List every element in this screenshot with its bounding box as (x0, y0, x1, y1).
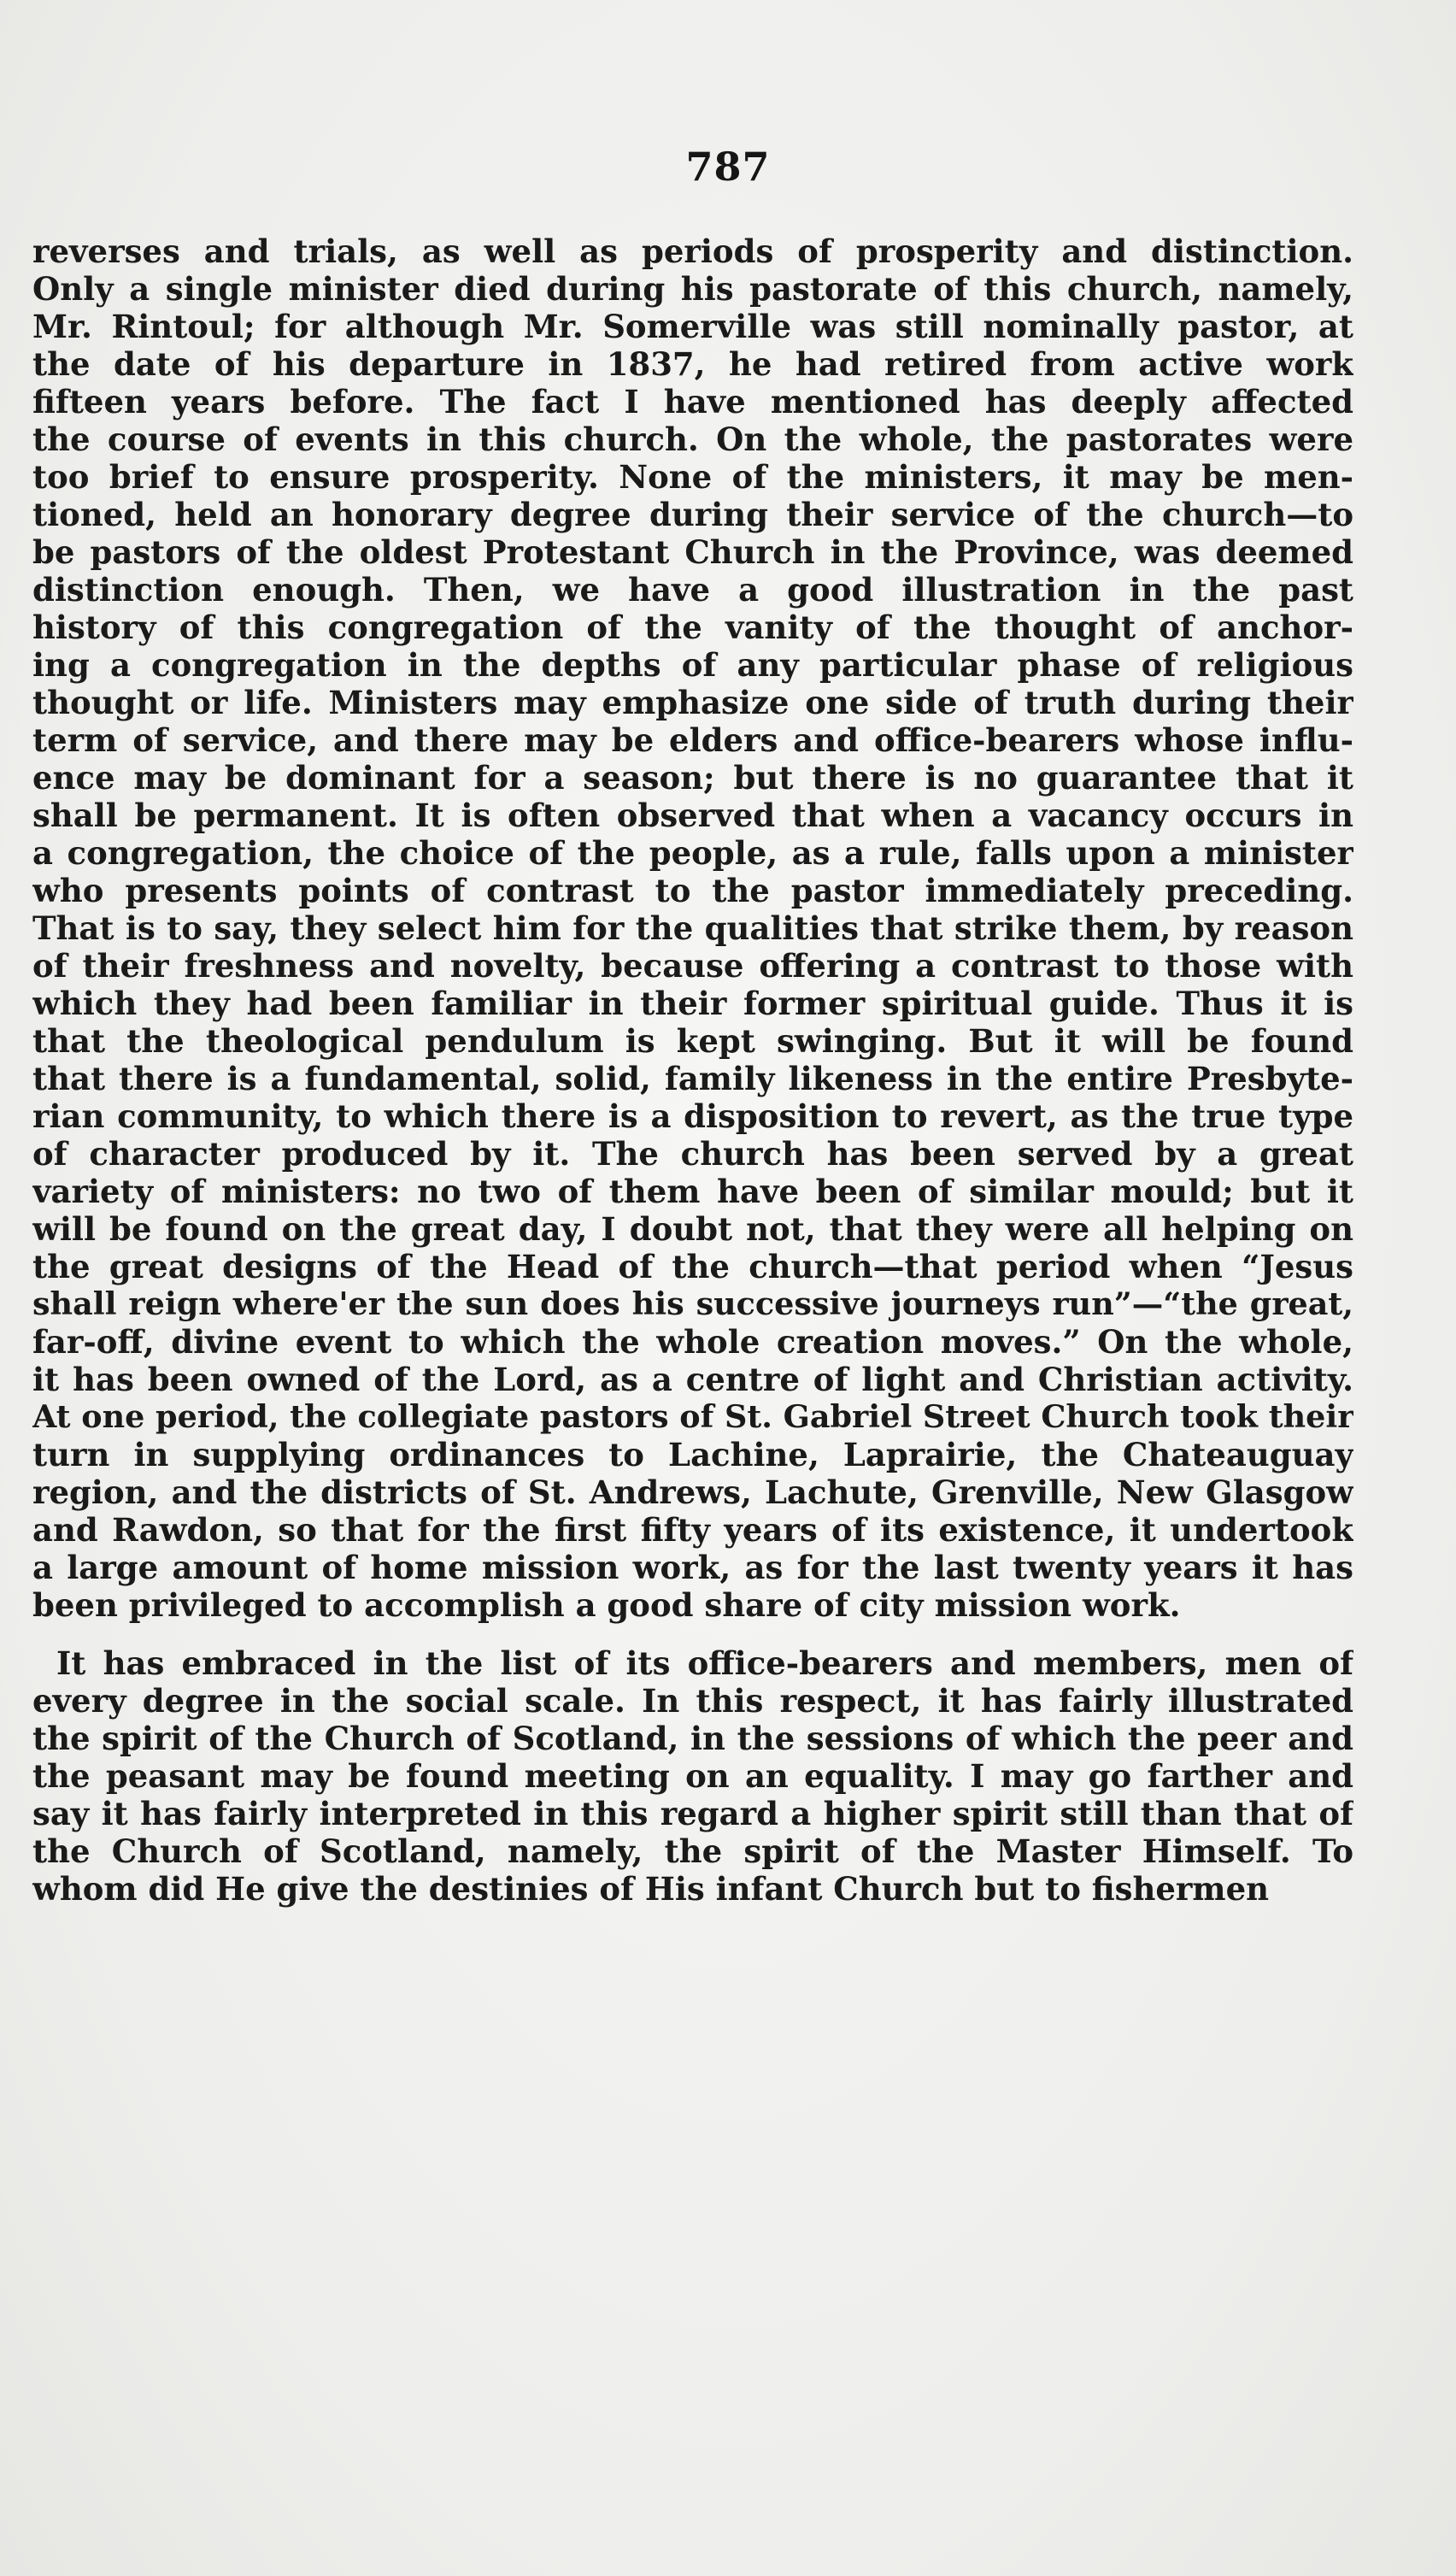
page-number: 787 (685, 144, 771, 190)
text-line: the course of events in this church. On the whole, the pastorates were (32, 421, 1353, 458)
text-line: a congregation, the choice of the people, as a rule, falls upon a minister (32, 834, 1353, 872)
paragraph (32, 1644, 1353, 1908)
text-line: the peasant may be found meeting on an equality. I may go farther and (32, 1757, 1353, 1795)
text-line: the date of his departure in 1837, he had retired from active work (32, 345, 1353, 383)
text-line: and Rawdon, so that for the first fifty years of its existence, it undertook (32, 1511, 1353, 1549)
text-line: will be found on the great day, I doubt not, that they were all helping on (32, 1210, 1353, 1248)
text-line: That is to say, they select him for the qualities that strike them, by reason (32, 909, 1353, 947)
text-line: the great designs of the Head of the church—that period when “Jesus (32, 1248, 1353, 1285)
text-line: region, and the districts of St. Andrews, Lachute, Grenville, New Glasgow (32, 1473, 1353, 1511)
paragraph (32, 232, 1353, 1624)
text-line: the Church of Scotland, namely, the spirit of the Master Himself. To (32, 1832, 1353, 1870)
paragraph-gap (32, 1624, 1353, 1644)
text-line: fifteen years before. The fact I have mentioned has deeply affected (32, 383, 1353, 421)
text-line: which they had been familiar in their former spiritual guide. Thus it is (32, 985, 1353, 1022)
text-line: who presents points of contrast to the pastor immediately preceding. (32, 872, 1353, 909)
text-line: turn in supplying ordinances to Lachine, Laprairie, the Chateauguay (32, 1436, 1353, 1473)
body-text (32, 232, 1353, 1908)
text-line: At one period, the collegiate pastors of St. Gabriel Street Church took their (32, 1398, 1353, 1435)
text-line: been privileged to accomplish a good share of city mission work. (32, 1586, 1181, 1624)
text-line: of character produced by it. The church has been served by a great (32, 1135, 1353, 1173)
text-line: be pastors of the oldest Protestant Church in the Province, was deemed (32, 533, 1353, 571)
text-line: a large amount of home mission work, as for the last twenty years it has (32, 1549, 1353, 1586)
text-line: whom did He give the destinies of His infant Church but to fishermen (32, 1870, 1270, 1908)
text-line: variety of ministers: no two of them have been of similar mould; but it (32, 1173, 1353, 1210)
text-line: far-off, divine event to which the whole creation moves.” On the whole, (32, 1323, 1353, 1361)
text-line: that the theological pendulum is kept swinging. But it will be found (32, 1022, 1353, 1060)
text-line: say it has fairly interpreted in this regard a higher spirit still than that of (32, 1795, 1353, 1832)
text-line: the spirit of the Church of Scotland, in the sessions of which the peer and (32, 1720, 1353, 1757)
text-line: too brief to ensure prosperity. None of the ministers, it may be men- (32, 458, 1353, 496)
text-line: that there is a fundamental, solid, family likeness in the entire Presbyte- (32, 1060, 1353, 1097)
text-line: term of service, and there may be elders and office-bearers whose influ- (32, 721, 1353, 759)
text-line: rian community, to which there is a disposition to revert, as the true type (32, 1097, 1353, 1135)
text-line: history of this congregation of the vanity of the thought of anchor- (32, 609, 1353, 646)
text-line: ing a congregation in the depths of any particular phase of religious (32, 646, 1353, 684)
text-line: Only a single minister died during his pastorate of this church, namely, (32, 270, 1353, 308)
text-line: thought or life. Ministers may emphasize one side of truth during their (32, 684, 1353, 721)
text-line: reverses and trials, as well as periods of prosperity and distinction. (32, 232, 1353, 270)
text-line: every degree in the social scale. In this respect, it has fairly illustrated (32, 1682, 1353, 1720)
text-line: shall be permanent. It is often observed that when a vacancy occurs in (32, 797, 1353, 834)
text-line: It has embraced in the list of its office-bearers and members, men of (56, 1644, 1353, 1682)
text-line: of their freshness and novelty, because offering a contrast to those with (32, 947, 1353, 985)
text-line: tioned, held an honorary degree during their service of the church—to (32, 496, 1353, 533)
text-line: ence may be dominant for a season; but there is no guarantee that it (32, 759, 1353, 797)
text-line: shall reign where'er the sun does his successive journeys run”—“the great, (32, 1285, 1353, 1322)
text-line: Mr. Rintoul; for although Mr. Somerville was still nominally pastor, at (32, 308, 1353, 345)
text-line: it has been owned of the Lord, as a centre of light and Christian activity. (32, 1361, 1353, 1398)
text-line: distinction enough. Then, we have a good illustration in the past (32, 571, 1353, 609)
